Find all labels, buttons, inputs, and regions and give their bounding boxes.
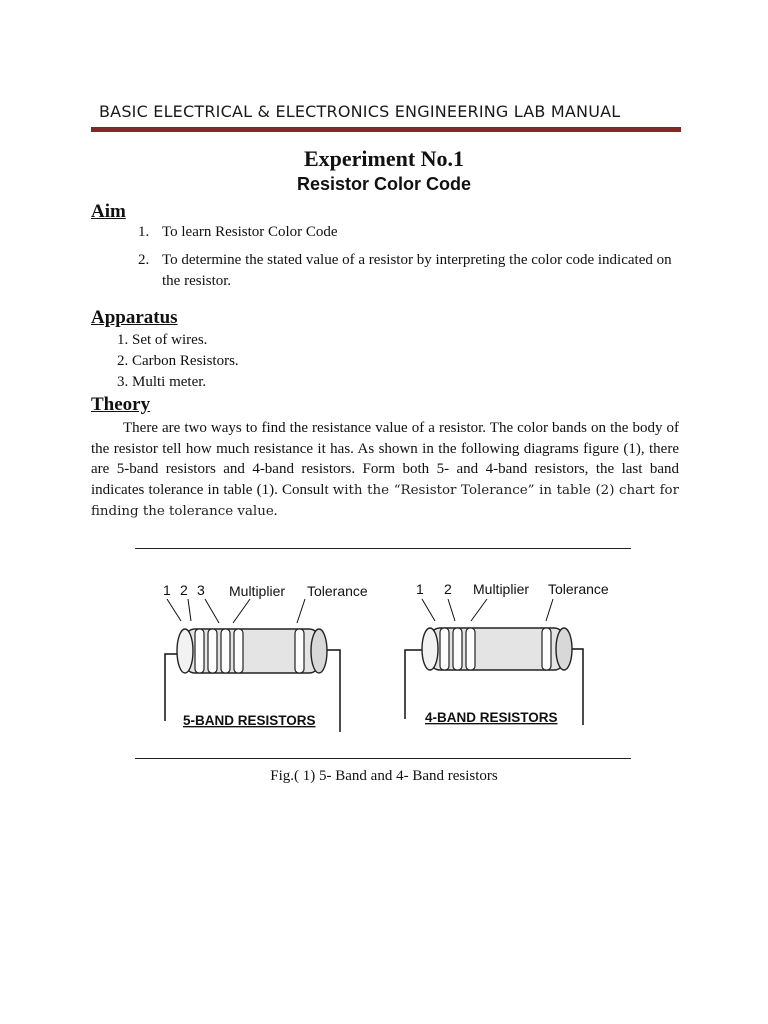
pointer-line bbox=[471, 599, 487, 621]
apparatus-heading: Apparatus bbox=[91, 307, 178, 328]
four-band-right-cap bbox=[556, 628, 572, 670]
five-band-left-cap bbox=[177, 629, 193, 673]
four-band-multiplier-label: Multiplier bbox=[473, 581, 530, 597]
pointer-line bbox=[448, 599, 455, 621]
pointer-line bbox=[546, 599, 553, 621]
theory-text-tail: with the “Resistor Tolerance” in table (2) chart for finding the tolerance value bbox=[91, 482, 679, 520]
four-band-resistor bbox=[405, 581, 609, 725]
apparatus-list bbox=[117, 330, 239, 393]
four-band-tolerance-label: Tolerance bbox=[548, 581, 609, 597]
theory-text-end: . bbox=[273, 503, 278, 520]
experiment-title: Experiment No.1 bbox=[303, 146, 465, 171]
pointer-line bbox=[205, 599, 219, 623]
apparatus-item: 1. Set of wires. bbox=[117, 332, 208, 348]
five-band-band bbox=[195, 629, 204, 673]
theory-text: There are two ways to find the resistance value of a resistor. The color bands on the body of the resistor tell how much resistance it has. As shown in the following diagrams figure (1), there are 5-band resistors and 4-band resistors. Form both 5- and 4-band resistors, the last band indicates tolerance in table (1). Consult bbox=[91, 420, 679, 498]
five-band-band bbox=[208, 629, 217, 673]
four-band-number-1: 1 bbox=[416, 581, 424, 597]
five-band-number-1: 1 bbox=[163, 582, 171, 598]
four-band-band bbox=[453, 628, 462, 670]
four-band-number-2: 2 bbox=[444, 581, 452, 597]
theory-heading: Theory bbox=[91, 394, 151, 415]
pointer-line bbox=[188, 599, 191, 621]
header-rule bbox=[91, 127, 681, 132]
apparatus-item: 3. Multi meter. bbox=[117, 374, 207, 390]
five-band-resistor bbox=[163, 582, 368, 732]
four-band-caption: 4-BAND RESISTORS bbox=[425, 710, 558, 725]
five-band-left-lead bbox=[165, 654, 179, 721]
aim-item-number: 2. bbox=[138, 252, 150, 268]
page-header: BASIC ELECTRICAL & ELECTRONICS ENGINEERING LAB MANUAL bbox=[99, 102, 621, 121]
resistor-diagram bbox=[135, 549, 631, 759]
five-band-number-3: 3 bbox=[197, 582, 205, 598]
aim-item bbox=[138, 222, 678, 243]
experiment-subtitle: Resistor Color Code bbox=[296, 174, 472, 194]
five-band-right-cap bbox=[311, 629, 327, 673]
four-band-left-lead bbox=[405, 650, 422, 719]
pointer-line bbox=[233, 599, 250, 623]
five-band-band bbox=[234, 629, 243, 673]
four-band-band bbox=[466, 628, 475, 670]
pointer-line bbox=[167, 599, 181, 621]
aim-item-number: 1. bbox=[138, 224, 150, 240]
five-band-band bbox=[295, 629, 304, 673]
four-band-left-cap bbox=[422, 628, 438, 670]
four-band-band bbox=[440, 628, 449, 670]
five-band-band bbox=[221, 629, 230, 673]
aim-heading: Aim bbox=[91, 201, 126, 222]
aim-item-text: To learn Resistor Color Code bbox=[162, 224, 338, 240]
aim-item bbox=[138, 250, 678, 292]
five-band-tolerance-label: Tolerance bbox=[307, 583, 368, 599]
five-band-number-2: 2 bbox=[180, 582, 188, 598]
five-band-caption: 5-BAND RESISTORS bbox=[183, 713, 316, 728]
resistor-figure bbox=[135, 548, 631, 759]
pointer-line bbox=[297, 599, 305, 623]
aim-item-text: To determine the stated value of a resistor by interpreting the color code indicated on the resistor. bbox=[162, 252, 672, 289]
theory-paragraph bbox=[91, 418, 679, 523]
aim-list bbox=[138, 222, 678, 292]
pointer-line bbox=[422, 599, 435, 621]
figure-caption: Fig.( 1) 5- Band and 4- Band resistors bbox=[270, 768, 498, 784]
five-band-multiplier-label: Multiplier bbox=[229, 583, 286, 599]
four-band-band bbox=[542, 628, 551, 670]
apparatus-item: 2. Carbon Resistors. bbox=[117, 353, 239, 369]
